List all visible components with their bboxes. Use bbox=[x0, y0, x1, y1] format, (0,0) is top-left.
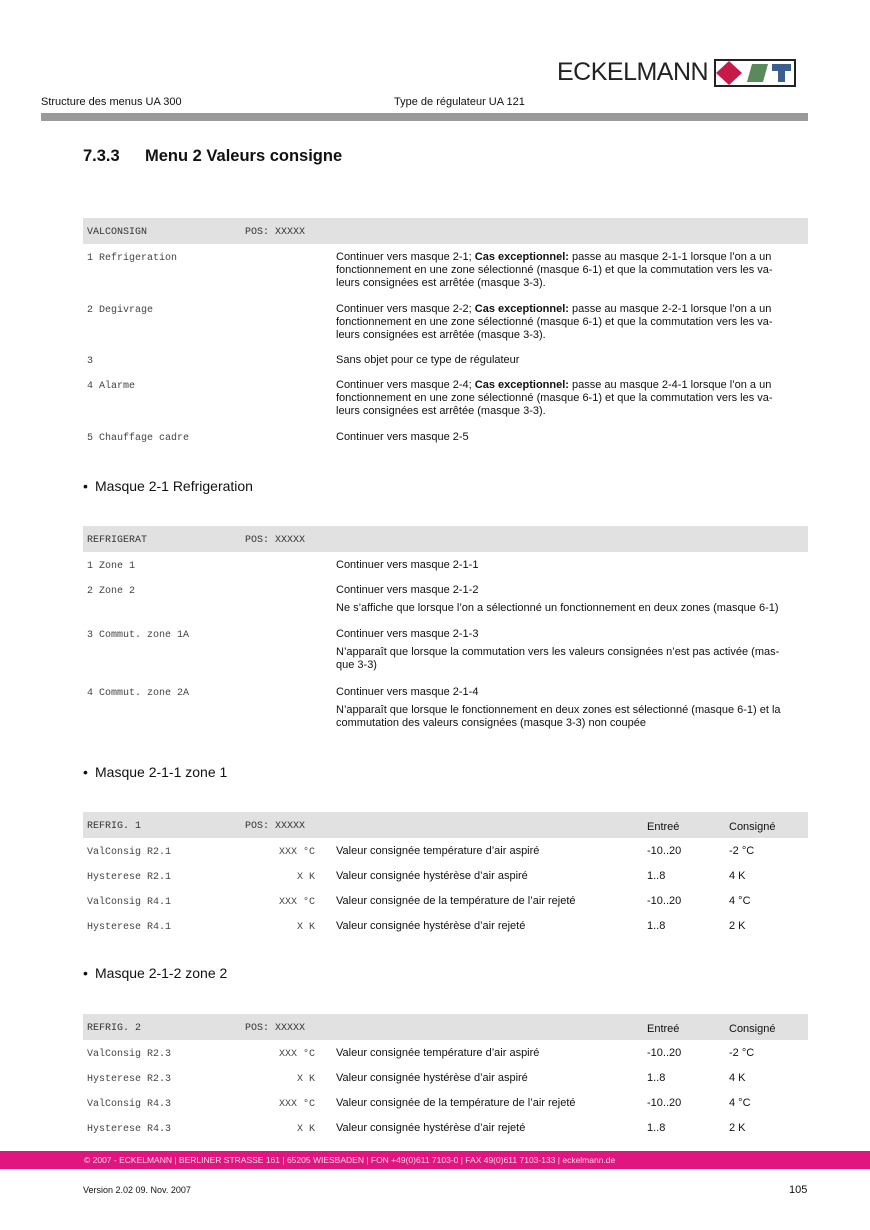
row-key: 3 Commut. zone 1A bbox=[87, 630, 190, 641]
row-unit: X K bbox=[296, 1124, 315, 1135]
row-key: Hysterese R4.1 bbox=[87, 922, 172, 933]
bullet-icon: • bbox=[83, 965, 88, 981]
row-key: 2 Zone 2 bbox=[87, 586, 136, 597]
bullet-text: Masque 2-1 Refrigeration bbox=[95, 478, 253, 494]
mask-name: VALCONSIGN bbox=[87, 227, 148, 238]
table-refrig-2 bbox=[83, 1014, 808, 1139]
desc-line: leurs consignées est arrêtée (masque 3-3). bbox=[336, 405, 546, 417]
row-description: Valeur consignée hystérèse d’air aspiré bbox=[336, 870, 528, 882]
desc-line: Continuer vers masque 2-1-3 bbox=[336, 628, 479, 640]
desc-note: commutation des valeurs consignées (masque 3-3) non coupée bbox=[336, 717, 647, 729]
table-header bbox=[83, 218, 808, 244]
row-description bbox=[336, 303, 798, 342]
desc-line: fonctionnement en une zone sélectionné (masque 6-1) et que la commutation vers les va- bbox=[336, 316, 773, 328]
logo-text: ECKELMANN bbox=[557, 58, 709, 86]
mask-name: REFRIG. 2 bbox=[87, 1023, 142, 1034]
row-key: 1 Zone 1 bbox=[87, 561, 136, 572]
row-description: Valeur consignée de la température de l’air rejeté bbox=[336, 895, 576, 907]
row-key: Hysterese R4.3 bbox=[87, 1124, 172, 1135]
table-refrig-1 bbox=[83, 812, 808, 937]
mask-position: POS: XXXXX bbox=[245, 821, 306, 832]
row-description bbox=[336, 686, 798, 730]
row-key: 2 Degivrage bbox=[87, 305, 154, 316]
desc-text: Continuer vers masque 2-2; bbox=[336, 303, 475, 315]
bullet-icon: • bbox=[83, 478, 88, 494]
bullet-heading bbox=[83, 965, 227, 981]
row-unit: XXX °C bbox=[278, 847, 315, 858]
row-entree: 1..8 bbox=[647, 920, 666, 932]
logo-mark bbox=[714, 59, 796, 87]
row-entree: 1..8 bbox=[647, 870, 666, 882]
table-header bbox=[83, 526, 808, 552]
bullet-icon: • bbox=[83, 764, 88, 780]
row-description: Valeur consignée hystérèse d’air rejeté bbox=[336, 1122, 526, 1134]
row-description bbox=[336, 379, 798, 418]
row-key: 5 Chauffage cadre bbox=[87, 433, 190, 444]
mask-position: POS: XXXXX bbox=[245, 535, 306, 546]
row-unit: XXX °C bbox=[278, 1099, 315, 1110]
desc-line: fonctionnement en une zone sélectionné (masque 6-1) et que la commutation vers les va- bbox=[336, 264, 773, 276]
desc-line: Continuer vers masque 2-1-4 bbox=[336, 686, 479, 698]
desc-text: passe au masque 2-4-1 lorsque l’on a un bbox=[568, 379, 772, 391]
desc-text: Continuer vers masque 2-1; bbox=[336, 251, 475, 263]
table-header bbox=[83, 1014, 808, 1040]
entree-header: Entreé bbox=[647, 1023, 680, 1035]
header-document-title: Structure des menus UA 300 bbox=[41, 96, 182, 108]
row-description: Continuer vers masque 2-1-1 bbox=[336, 559, 479, 571]
mask-position: POS: XXXXX bbox=[245, 1023, 306, 1034]
table-refrigerat bbox=[83, 526, 808, 736]
row-key: ValConsig R4.1 bbox=[87, 897, 172, 908]
row-description bbox=[336, 628, 798, 672]
header-divider bbox=[41, 113, 808, 121]
logo-shapes-icon bbox=[716, 61, 794, 85]
bullet-heading bbox=[83, 478, 253, 494]
mask-name: REFRIGERAT bbox=[87, 535, 148, 546]
row-key: 4 Alarme bbox=[87, 381, 136, 392]
desc-emphasis: Cas exceptionnel: bbox=[474, 251, 569, 263]
mask-name: REFRIG. 1 bbox=[87, 821, 142, 832]
row-unit: X K bbox=[296, 1074, 315, 1085]
desc-note: que 3-3) bbox=[336, 659, 377, 671]
bullet-text: Masque 2-1-2 zone 2 bbox=[95, 965, 228, 981]
entree-header: Entreé bbox=[647, 821, 680, 833]
table-valconsign bbox=[83, 218, 808, 458]
table-header bbox=[83, 812, 808, 838]
consigne-header: Consigné bbox=[729, 1023, 776, 1035]
row-unit: XXX °C bbox=[278, 1049, 315, 1060]
row-description: Valeur consignée température d’air aspiré bbox=[336, 1047, 540, 1059]
row-key: 1 Refrigeration bbox=[87, 253, 178, 264]
desc-note: N’apparaît que lorsque le fonctionnement en deux zones est sélectionné (masque 6-1) et la bbox=[336, 704, 781, 716]
row-consigne: 4 °C bbox=[729, 1097, 751, 1109]
row-consigne: 4 K bbox=[729, 870, 746, 882]
row-consigne: 2 K bbox=[729, 920, 746, 932]
desc-emphasis: Cas exceptionnel: bbox=[474, 303, 569, 315]
consigne-header: Consigné bbox=[729, 821, 776, 833]
row-description: Sans objet pour ce type de régulateur bbox=[336, 354, 520, 366]
row-key: Hysterese R2.1 bbox=[87, 872, 172, 883]
row-consigne: -2 °C bbox=[729, 845, 755, 857]
version-info: Version 2.02 09. Nov. 2007 bbox=[83, 1185, 191, 1195]
bullet-text: Masque 2-1-1 zone 1 bbox=[95, 764, 228, 780]
row-description bbox=[336, 251, 798, 290]
row-entree: -10..20 bbox=[647, 895, 682, 907]
row-description: Continuer vers masque 2-5 bbox=[336, 431, 469, 443]
desc-line: fonctionnement en une zone sélectionné (masque 6-1) et que la commutation vers les va- bbox=[336, 392, 773, 404]
row-unit: XXX °C bbox=[278, 897, 315, 908]
row-description: Valeur consignée hystérèse d’air rejeté bbox=[336, 920, 526, 932]
row-description bbox=[336, 584, 798, 615]
bullet-heading bbox=[83, 764, 227, 780]
row-consigne: 4 °C bbox=[729, 895, 751, 907]
desc-line: leurs consignées est arrêtée (masque 3-3). bbox=[336, 277, 546, 289]
row-description: Valeur consignée de la température de l’air rejeté bbox=[336, 1097, 576, 1109]
row-description: Valeur consignée hystérèse d’air aspiré bbox=[336, 1072, 528, 1084]
row-key: ValConsig R2.1 bbox=[87, 847, 172, 858]
row-entree: -10..20 bbox=[647, 1097, 682, 1109]
row-entree: -10..20 bbox=[647, 845, 682, 857]
row-key: ValConsig R4.3 bbox=[87, 1099, 172, 1110]
desc-line: leurs consignées est arrêtée (masque 3-3). bbox=[336, 329, 546, 341]
desc-text: Continuer vers masque 2-4; bbox=[336, 379, 475, 391]
row-entree: 1..8 bbox=[647, 1072, 666, 1084]
desc-line: Continuer vers masque 2-1-2 bbox=[336, 584, 479, 596]
row-consigne: 2 K bbox=[729, 1122, 746, 1134]
row-entree: 1..8 bbox=[647, 1122, 666, 1134]
row-key: ValConsig R2.3 bbox=[87, 1049, 172, 1060]
row-consigne: 4 K bbox=[729, 1072, 746, 1084]
desc-text: passe au masque 2-1-1 lorsque l’on a un bbox=[568, 251, 772, 263]
row-consigne: -2 °C bbox=[729, 1047, 755, 1059]
row-unit: X K bbox=[296, 922, 315, 933]
footer-address: © 2007 - ECKELMANN | BERLINER STRASSE 161 | 65205 WIESBADEN | FON +49(0)611 7103-0 | FAX 49(0)611 7103-133 | eckelmann.de bbox=[84, 1155, 616, 1165]
desc-note: Ne s’affiche que lorsque l’on a sélectionné un fonctionnement en deux zones (masque 6-1) bbox=[336, 602, 779, 614]
row-entree: -10..20 bbox=[647, 1047, 682, 1059]
eckelmann-logo bbox=[557, 58, 796, 87]
desc-emphasis: Cas exceptionnel: bbox=[474, 379, 569, 391]
page-number: 105 bbox=[789, 1184, 808, 1196]
row-description: Valeur consignée température d’air aspiré bbox=[336, 845, 540, 857]
header-regulator-type: Type de régulateur UA 121 bbox=[394, 96, 525, 108]
desc-note: N’apparaît que lorsque la commutation vers les valeurs consignées n’est pas activée (mas- bbox=[336, 646, 780, 658]
row-unit: X K bbox=[296, 872, 315, 883]
section-number: 7.3.3 bbox=[83, 147, 120, 165]
section-title bbox=[83, 147, 342, 166]
section-name: Menu 2 Valeurs consigne bbox=[145, 147, 343, 165]
mask-position: POS: XXXXX bbox=[245, 227, 306, 238]
row-key: Hysterese R2.3 bbox=[87, 1074, 172, 1085]
row-key: 3 bbox=[87, 356, 94, 367]
desc-text: passe au masque 2-2-1 lorsque l’on a un bbox=[568, 303, 772, 315]
row-key: 4 Commut. zone 2A bbox=[87, 688, 190, 699]
